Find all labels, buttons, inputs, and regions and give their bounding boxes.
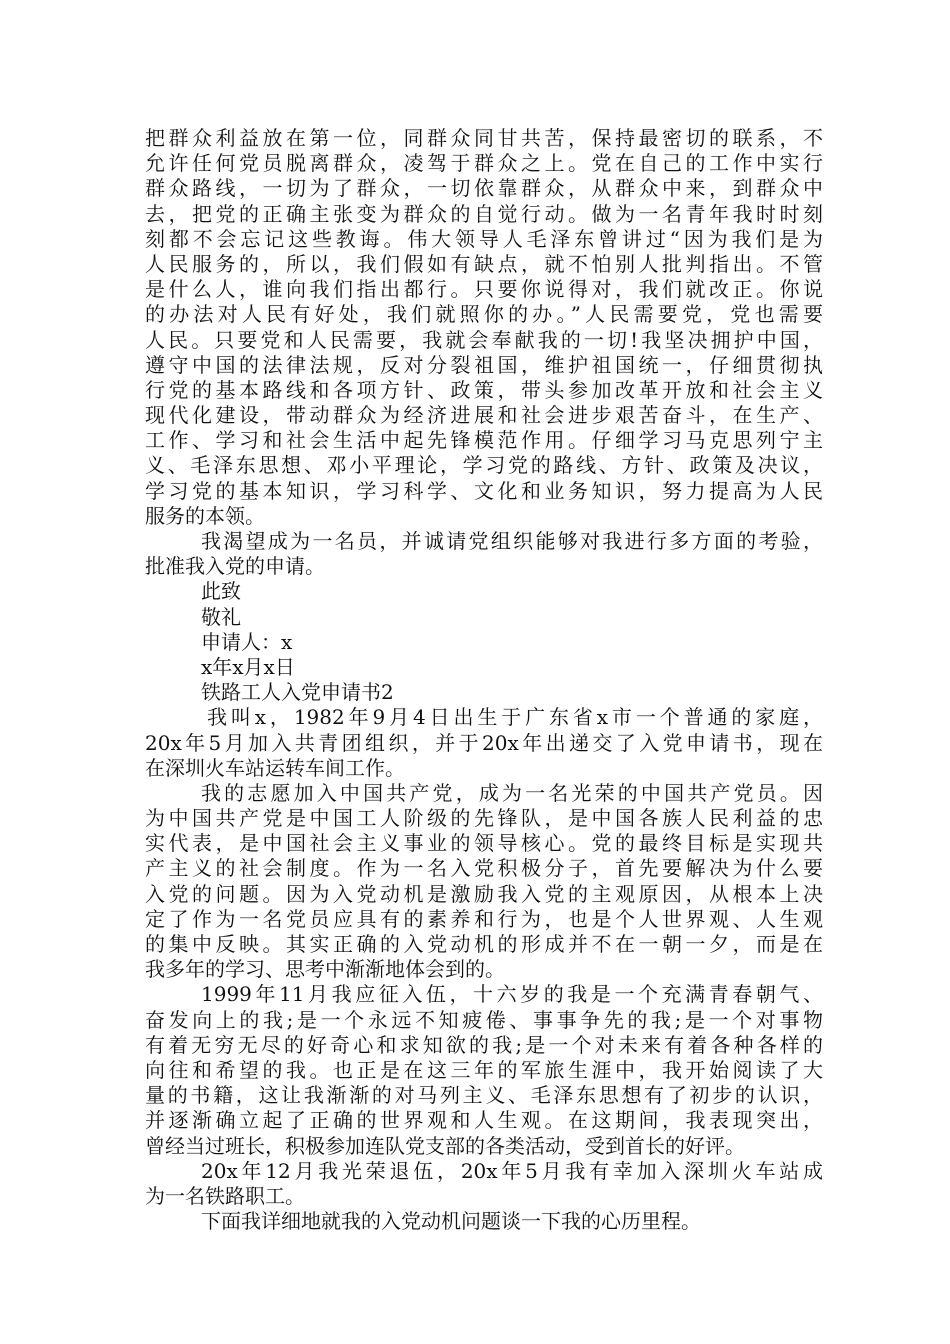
text-line: 遵守中国的法律法规，反对分裂祖国，维护祖国统一，仔细贯彻执 xyxy=(145,352,823,377)
text-line: 工作、学习和社会生活中起先锋模范作用。仔细学习马克思列宁主 xyxy=(145,428,823,453)
paragraph-introduction xyxy=(145,705,823,781)
text-line: 学习党的基本知识，学习科学、文化和业务知识，努力提高为人民 xyxy=(145,478,823,503)
text-line: 有着无穷无尽的好奇心和求知欲的我;是一个对未来有着各种各样的 xyxy=(145,1032,823,1057)
applicant-name: 申请人：x xyxy=(201,629,293,654)
text-line: 人民。只要党和人民需要，我就会奉献我的一切!我坚决拥护中国， xyxy=(145,327,823,352)
text-line: 的办法对人民有好处，我们就照你的办。”人民需要党，党也需要 xyxy=(145,302,823,327)
section-title: 铁路工人入党申请书2 xyxy=(201,680,394,705)
text-line: 量的书籍，这让我渐渐的对马列主义、毛泽东思想有了初步的认识， xyxy=(145,1083,823,1108)
text-line: 批准我入党的申请。 xyxy=(145,554,325,579)
text-line: 曾经当过班长，积极参加连队党支部的各类活动，受到首长的好评。 xyxy=(145,1133,745,1158)
paragraph-motivation xyxy=(145,781,823,983)
text-line: 允许任何党员脱离群众，凌驾于群众之上。党在自己的工作中实行 xyxy=(145,151,823,176)
text-line: 入党的问题。因为入党动机是激励我入党的主观原因，从根本上决 xyxy=(145,881,823,906)
closing-ci-zhi: 此致 xyxy=(201,579,241,604)
text-line: 为中国共产党是中国工人阶级的先锋队，是中国各族人民利益的忠 xyxy=(145,806,823,831)
text-line: 下面我详细地就我的入党动机问题谈一下我的心历里程。 xyxy=(201,1209,701,1234)
paragraph-commitment xyxy=(145,126,823,529)
text-line: 我叫x，1982年9月4日出生于广东省x市一个普通的家庭， xyxy=(207,705,823,730)
paragraph-railway xyxy=(145,1159,823,1209)
closing-jing-li: 敬礼 xyxy=(201,604,241,629)
text-line: 奋发向上的我;是一个永远不知疲倦、事事争先的我;是一个对事物 xyxy=(145,1007,823,1032)
text-line: 把群众利益放在第一位，同群众同甘共苦，保持最密切的联系，不 xyxy=(145,126,823,150)
document-page xyxy=(145,126,823,1234)
text-line: 20x年12月我光荣退伍，20x年5月我有幸加入深圳火车站成 xyxy=(201,1158,823,1183)
text-line: 去，把党的正确主张变为群众的自觉行动。做为一名青年我时时刻 xyxy=(145,201,823,226)
text-line: 定了作为一名党员应具有的素养和行为，也是个人世界观、人生观 xyxy=(145,906,823,931)
text-line: 服务的本领。 xyxy=(145,503,265,528)
paragraph-military xyxy=(145,982,823,1158)
text-line: 我多年的学习、思考中渐渐地体会到的。 xyxy=(145,957,505,982)
application-date: x年x月x日 xyxy=(201,654,295,679)
text-line: 是什么人，谁向我们指出都行。只要你说得对，我们就改正。你说 xyxy=(145,277,823,302)
text-line: 的集中反映。其实正确的入党动机的形成并不在一朝一夕，而是在 xyxy=(145,932,823,956)
closing-block xyxy=(145,579,823,705)
text-line: 刻都不会忘记这些教诲。伟大领导人毛泽东曾讲过“因为我们是为 xyxy=(145,226,823,251)
paragraph-closing-intro xyxy=(145,1209,823,1234)
text-line: 产主义的社会制度。作为一名入党积极分子，首先要解决为什么要 xyxy=(145,856,823,881)
text-line: 我渴望成为一名员，并诚请党组织能够对我进行多方面的考验， xyxy=(201,529,823,553)
text-line: 我的志愿加入中国共产党，成为一名光荣的中国共产党员。因 xyxy=(201,780,823,805)
text-line: 为一名铁路职工。 xyxy=(145,1183,305,1208)
text-line: 现代化建设，带动群众为经济进展和社会进步艰苦奋斗，在生产、 xyxy=(145,403,823,428)
text-line: 1999年11月我应征入伍，十六岁的我是一个充满青春朝气、 xyxy=(201,982,823,1007)
text-line: 在深圳火车站运转车间工作。 xyxy=(145,755,405,780)
text-line: 并逐渐确立起了正确的世界观和人生观。在这期间，我表现突出， xyxy=(145,1108,823,1133)
paragraph-request xyxy=(145,529,823,579)
text-line: 群众路线，一切为了群众，一切依靠群众，从群众中来，到群众中 xyxy=(145,176,823,201)
text-line: 义、毛泽东思想、邓小平理论，学习党的路线、方针、政策及决议， xyxy=(145,453,823,478)
text-line: 人民服务的，所以，我们假如有缺点，就不怕别人批判指出。不管 xyxy=(145,251,823,276)
text-line: 向往和希望的我。也正是在这三年的军旅生涯中，我开始阅读了大 xyxy=(145,1057,823,1082)
text-line: 行党的基本路线和各项方针、政策，带头参加改革开放和社会主义 xyxy=(145,377,823,402)
text-line: 20x年5月加入共青团组织，并于20x年出递交了入党申请书，现在 xyxy=(145,730,823,755)
text-line: 实代表，是中国社会主义事业的领导核心。党的最终目标是实现共 xyxy=(145,831,823,856)
